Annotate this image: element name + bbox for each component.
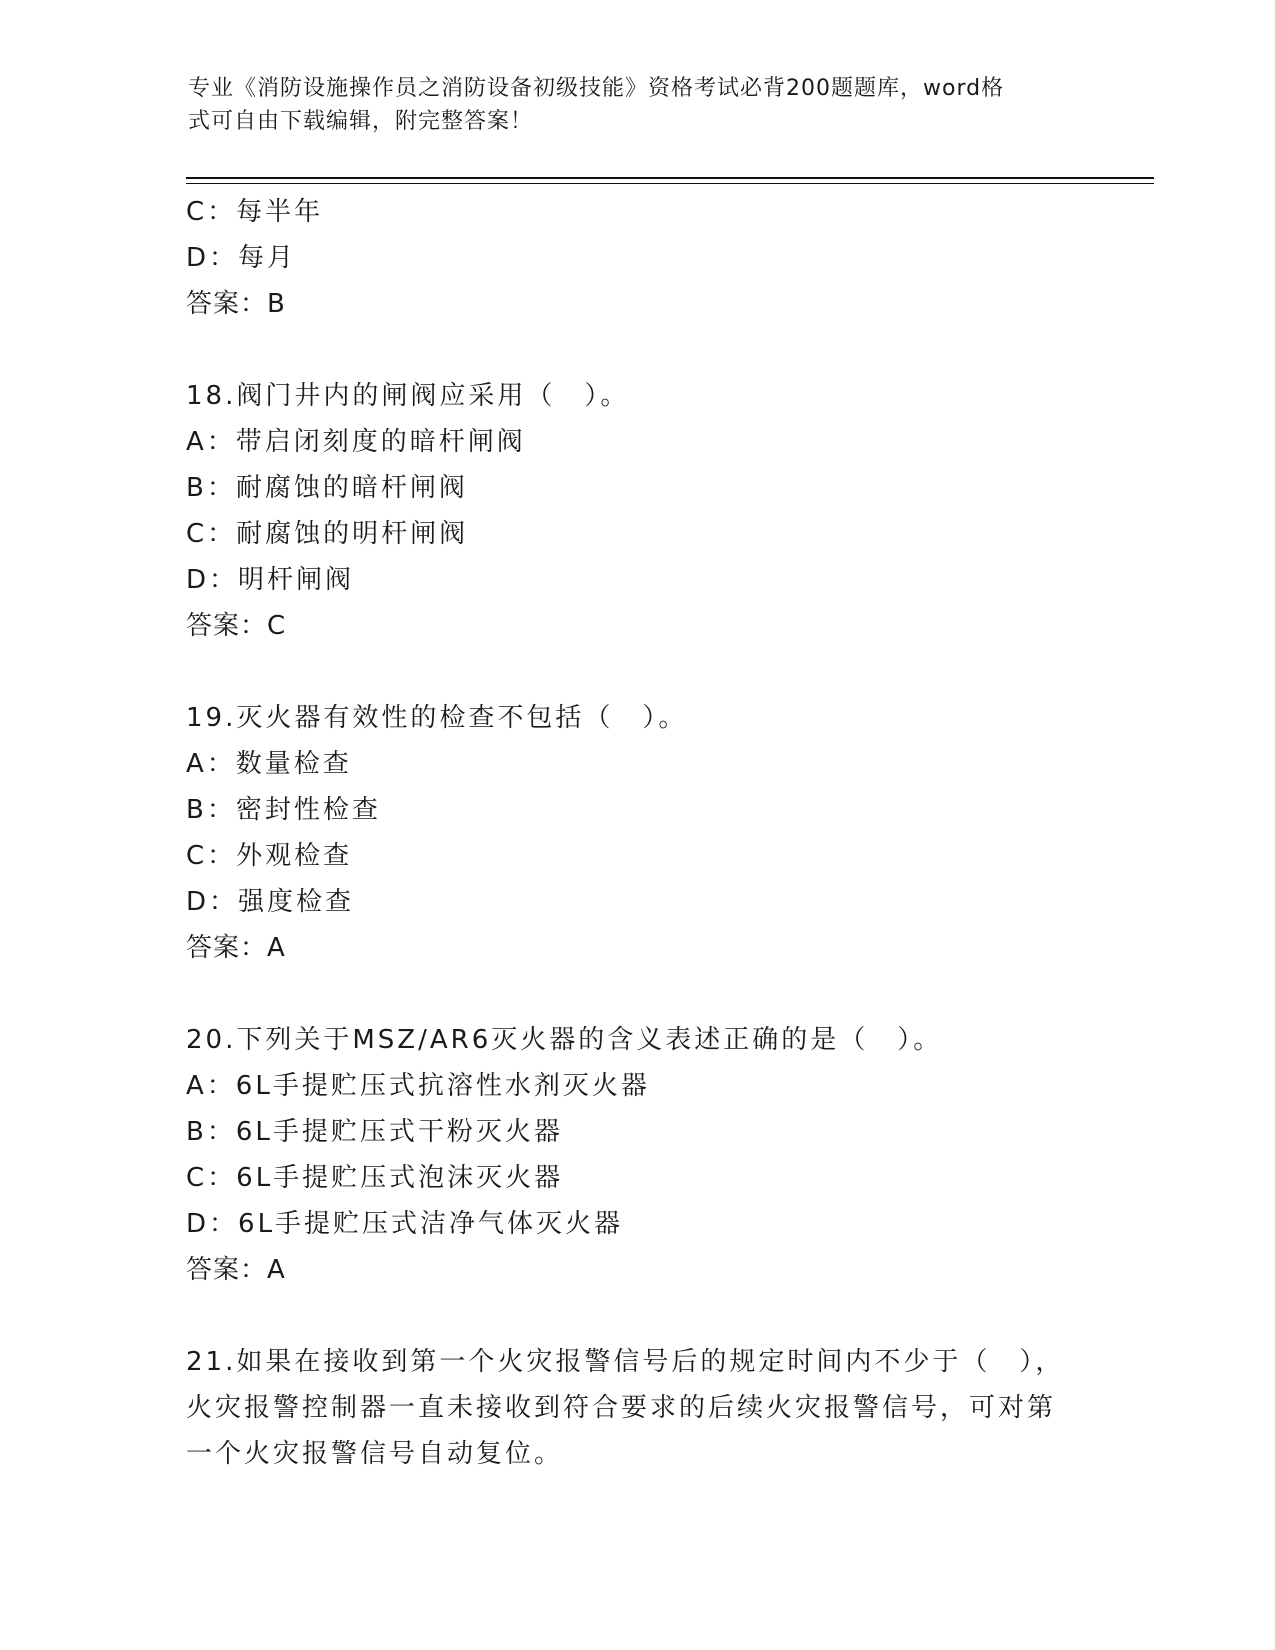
question-list — [186, 189, 1086, 1477]
question-stem-line-2: 火灾报警控制器一直未接收到符合要求的后续火灾报警信号，可对第 — [186, 1393, 1057, 1423]
question-20 — [186, 1017, 1086, 1293]
answer: 答案：A — [186, 933, 286, 963]
option-c: C：外观检查 — [186, 841, 353, 871]
option-b: B：6L手提贮压式干粉灭火器 — [186, 1117, 563, 1147]
question-stem: 20.下列关于MSZ/AR6灭火器的含义表述正确的是（ ）。 — [186, 1025, 943, 1055]
document-header — [188, 72, 1068, 138]
option-a: A：数量检查 — [186, 749, 352, 779]
question-stem: 18.阀门井内的闸阀应采用（ ）。 — [186, 381, 630, 411]
answer: 答案：A — [186, 1255, 286, 1285]
header-line-1: 专业《消防设施操作员之消防设备初级技能》资格考试必背200题题库，word格 — [188, 76, 1005, 101]
header-divider-thin — [186, 183, 1154, 184]
option-d: D：6L手提贮压式洁净气体灭火器 — [186, 1209, 624, 1239]
option-b: B：耐腐蚀的暗杆闸阀 — [186, 473, 468, 503]
question-stem-line-3: 一个火灾报警信号自动复位。 — [186, 1439, 564, 1469]
question-stem: 19.灭火器有效性的检查不包括（ ）。 — [186, 703, 688, 733]
previous-question-tail — [186, 189, 1086, 327]
option-b: B：密封性检查 — [186, 795, 381, 825]
option-c: C：每半年 — [186, 197, 324, 227]
option-d: D：强度检查 — [186, 887, 355, 917]
option-a: A：6L手提贮压式抗溶性水剂灭火器 — [186, 1071, 650, 1101]
question-stem-line-1: 21.如果在接收到第一个火灾报警信号后的规定时间内不少于（ ）， — [186, 1347, 1065, 1377]
question-18 — [186, 373, 1086, 649]
answer: 答案：C — [186, 611, 287, 641]
option-d: D：明杆闸阀 — [186, 565, 355, 595]
header-line-2: 式可自由下载编辑，附完整答案！ — [188, 109, 534, 134]
option-a: A：带启闭刻度的暗杆闸阀 — [186, 427, 526, 457]
option-c: C：耐腐蚀的明杆闸阀 — [186, 519, 469, 549]
header-divider-thick — [186, 177, 1154, 179]
question-19 — [186, 695, 1086, 971]
question-21 — [186, 1339, 1086, 1477]
answer: 答案：B — [186, 289, 286, 319]
option-c: C：6L手提贮压式泡沫灭火器 — [186, 1163, 564, 1193]
option-d: D：每月 — [186, 243, 297, 273]
